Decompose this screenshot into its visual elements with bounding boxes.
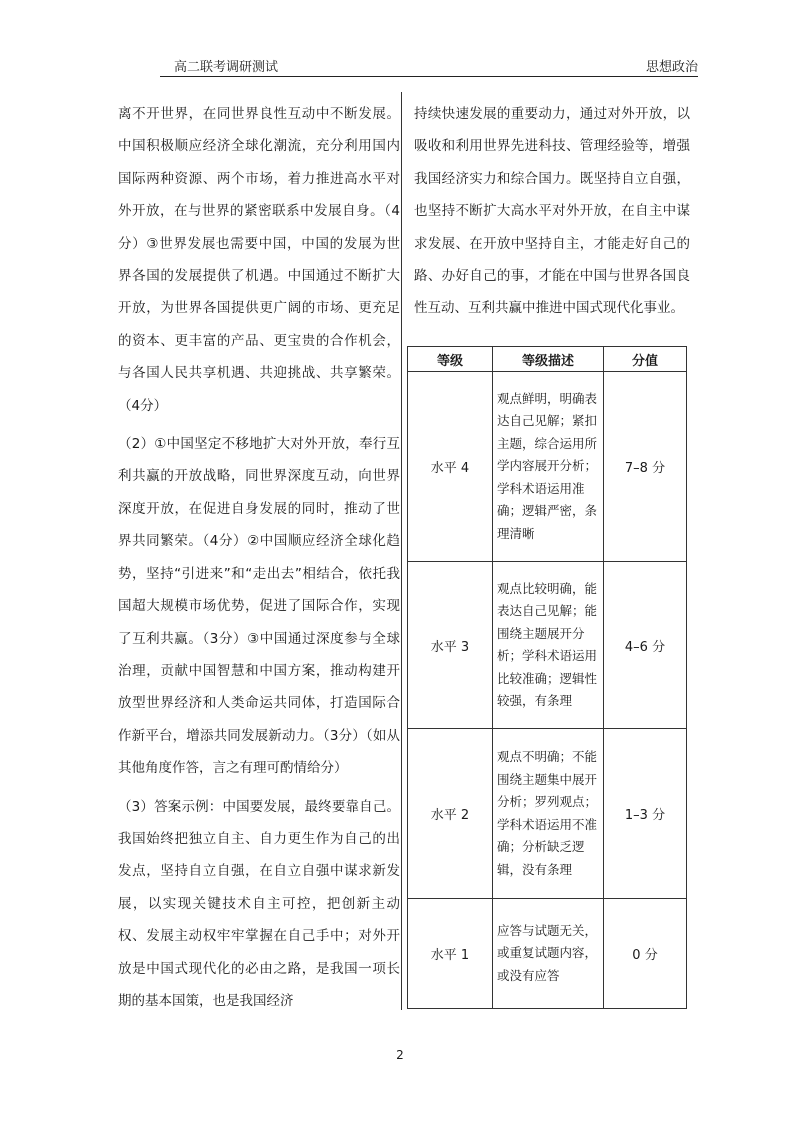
table-header-row: [408, 347, 687, 372]
header-score: 分值: [604, 347, 687, 372]
description-cell: 观点不明确；不能围绕主题集中展开分析；罗列观点；学科术语运用不准确；分析缺乏逻辑，没有条理: [493, 729, 604, 899]
page-number: 2: [396, 1048, 404, 1062]
answer-paragraph: 离不开世界，在同世界良性互动中不断发展。中国积极顺应经济全球化潮流，充分利用国内国际两种资源、两个市场，着力推进高水平对外开放，在与世界的紧密联系中发展自身。（4分）③世界发展也需要中国，中国的发展为世界各国的发展提供了机遇。中国通过不断扩大开放，为世界各国提供更广阔的市场、更充足的资本、更丰富的产品、更宝贵的合作机会，与各国人民共享机遇、共迎挑战、共享繁荣。（4分）: [118, 106, 400, 414]
level-cell: 水平 3: [408, 562, 493, 729]
table-row: [408, 729, 687, 899]
left-column: [118, 98, 400, 1017]
description-cell: 观点鲜明，明确表达自己见解；紧扣主题，综合运用所学内容展开分析；学科术语运用准确；逻辑严密，条理清晰: [493, 372, 604, 562]
exam-title: 高二联考调研测试: [174, 60, 279, 75]
score-cell: 0 分: [604, 899, 687, 1009]
score-cell: 7–8 分: [604, 372, 687, 562]
answer-paragraph: （2）①中国坚定不移地扩大对外开放，奉行互利共赢的开放战略，同世界深度互动，向世界深度开放，在促进自身发展的同时，推动了世界共同繁荣。（4分）②中国顺应经济全球化趋势，坚持“引进来”和“走出去”相结合，依托我国超大规模市场优势，促进了国际合作，实现了互利共赢。（3分）③中国通过深度参与全球治理，贡献中国智慧和中国方案，推动构建开放型世界经济和人类命运共同体，打造国际合作新平台，增添共同发展新动力。（3分）（如从其他角度作答，言之有理可酌情给分）: [118, 436, 400, 777]
answer-paragraph: （3）答案示例：中国要发展，最终要靠自己。我国始终把独立自主、自力更生作为自己的出发点，坚持自立自强，在自立自强中谋求新发展，以实现关键技术自主可控，把创新主动权、发展主动权牢牢掌握在自己手中；对外开放是中国式现代化的必由之路，是我国一项长期的基本国策，也是我国经济: [118, 798, 400, 1009]
description-cell: 观点比较明确，能表达自己见解；能围绕主题展开分析；学科术语运用比较准确；逻辑性较强，有条理: [493, 562, 604, 729]
table-row: [408, 372, 687, 562]
answer-paragraph: 持续快速发展的重要动力，通过对外开放，以吸收和利用世界先进科技、管理经验等，增强我国经济实力和综合国力。既坚持自立自强，也坚持不断扩大高水平对外开放，在自主中谋求发展、在开放中坚持自主，才能走好自己的路、办好自己的事，才能在中国与世界各国良性互动、互利共赢中推进中国式现代化事业。: [414, 106, 690, 317]
page-header: [160, 56, 698, 77]
subject-title: 思想政治: [645, 60, 698, 75]
score-cell: 4–6 分: [604, 562, 687, 729]
level-cell: 水平 2: [408, 729, 493, 899]
column-divider: [401, 92, 402, 1010]
level-cell: 水平 4: [408, 372, 493, 562]
table-row: [408, 899, 687, 1009]
grading-table: [407, 346, 687, 1009]
level-cell: 水平 1: [408, 899, 493, 1009]
header-level: 等级: [408, 347, 493, 372]
description-cell: 应答与试题无关，或重复试题内容，或没有应答: [493, 899, 604, 1009]
header-description: 等级描述: [493, 347, 604, 372]
table-row: [408, 562, 687, 729]
score-cell: 1–3 分: [604, 729, 687, 899]
right-column: [414, 98, 690, 325]
